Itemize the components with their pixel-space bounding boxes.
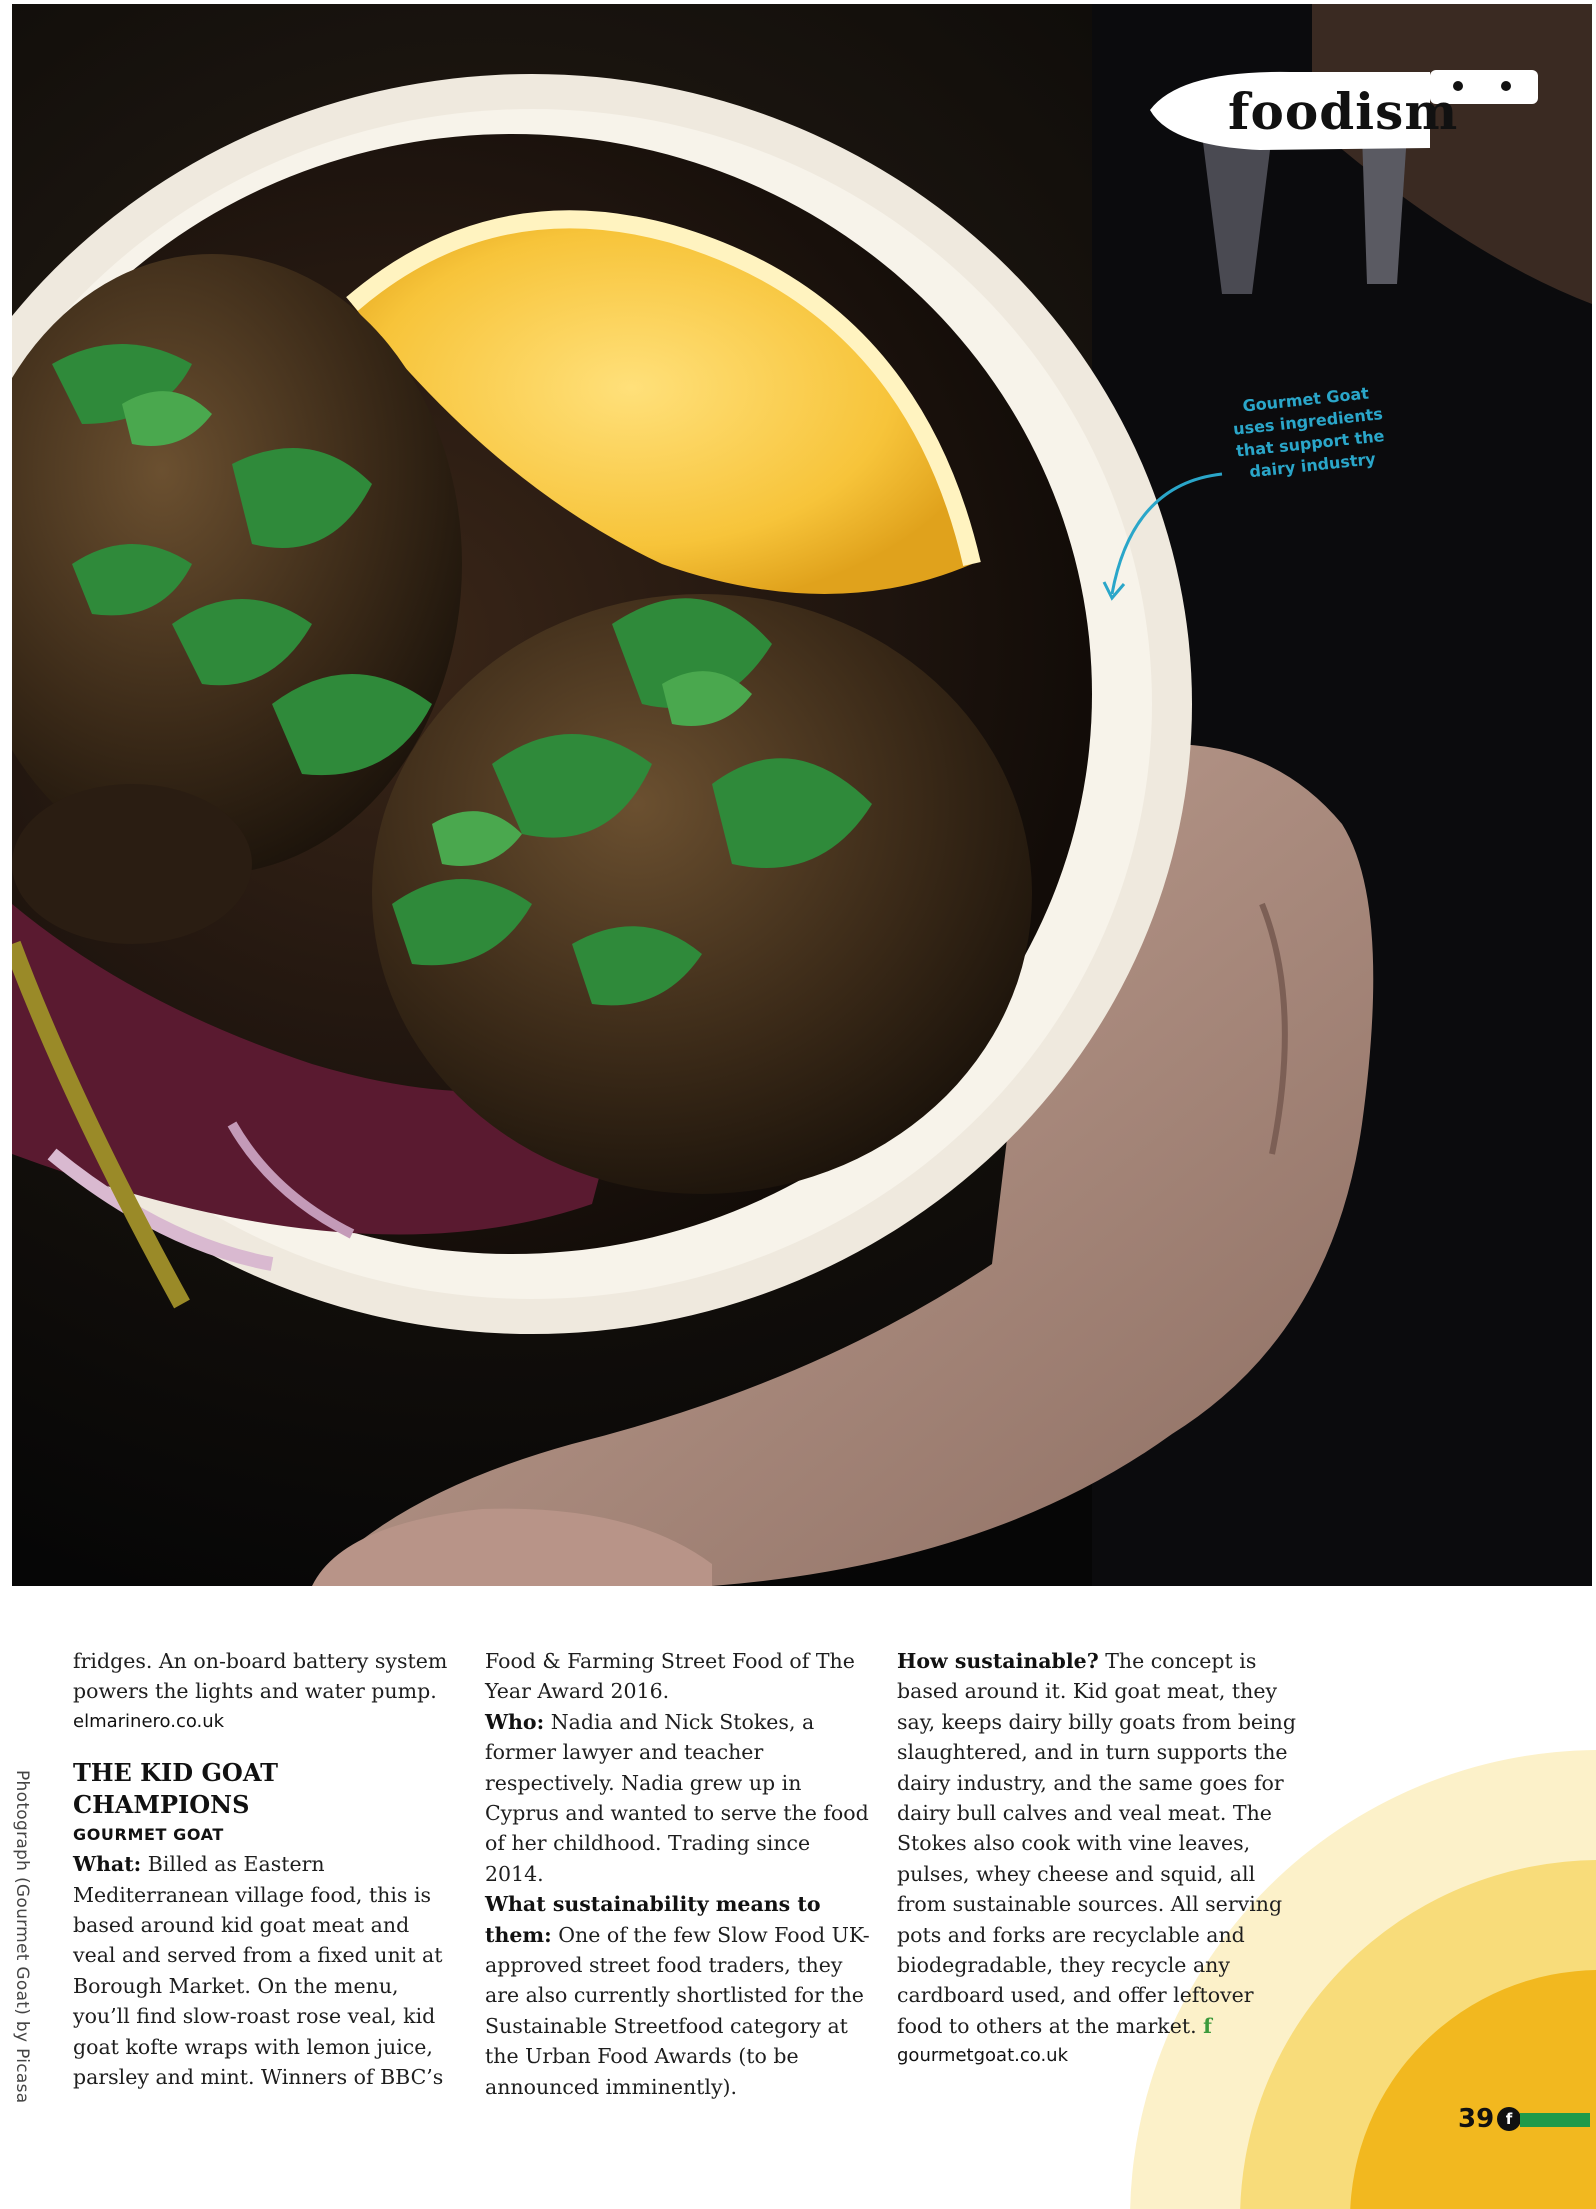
- intro-text: fridges. An on-board battery system powers the lights and water pump.: [73, 1649, 448, 1704]
- photo-caption: Gourmet Goat uses ingredients that support the dairy industry: [1232, 383, 1386, 482]
- section-heading: THE KID GOAT CHAMPIONS: [73, 1758, 279, 1820]
- what-label: What:: [73, 1852, 142, 1877]
- gourmetgoat-link[interactable]: gourmetgoat.co.uk: [897, 2045, 1068, 2067]
- column-1: [73, 1646, 453, 2092]
- hero-photo: [12, 4, 1592, 1586]
- who-label: Who:: [485, 1709, 545, 1734]
- page-number: 39: [1458, 2104, 1495, 2134]
- elmarinero-link[interactable]: elmarinero.co.uk: [73, 1710, 225, 1732]
- section-subheading: GOURMET GOAT: [73, 1825, 224, 1845]
- sustainability-text: One of the few Slow Food UK-approved street food traders, they are also currently shortlisted for the Sustainable Streetfood category at the Urban Food Awards (to be announced imminently).: [485, 1922, 870, 2099]
- foodism-logo-icon: f: [1497, 2107, 1521, 2131]
- photo-credit: Photograph (Gourmet Goat) by Picasa: [12, 1770, 32, 2104]
- column-2: [485, 1646, 870, 2102]
- award-text: Food & Farming Street Food of The Year Award 2016.: [485, 1649, 855, 1704]
- how-label: How sustainable?: [897, 1649, 1099, 1673]
- who-text: Nadia and Nick Stokes, a former lawyer and teacher respectively. Nadia grew up in Cyprus and wanted to serve the food of her childhood. Trading since 2014.: [485, 1709, 869, 1886]
- sustainability-paragraph: [485, 1889, 870, 2102]
- what-paragraph: [73, 1849, 453, 2092]
- column-3: [897, 1646, 1297, 2072]
- food-bowl-illustration: [12, 4, 1592, 1586]
- sustainability-label: What sustainability means to them:: [485, 1892, 821, 1947]
- who-paragraph: [485, 1707, 870, 1889]
- how-paragraph: [897, 1646, 1297, 2041]
- how-text: The concept is based around it. Kid goat meat, they say, keeps dairy billy goats from being slaughtered, and in turn supports the dairy industry, and the same goes for dairy bull calves and veal meat. The Stokes also cook with vine leaves, pulses, whey cheese and squid, all from sustainable sources. All serving pots and forks are recyclable and biodegradable, they recycle any cardboard used, and offer leftover food to others at the market.: [897, 1649, 1296, 2038]
- what-text: Billed as Eastern Mediterranean village food, this is based around kid goat meat and veal and served from a fixed unit at Borough Market. On the menu, you’ll find slow-roast rose veal, kid goat kofte wraps with lemon juice, parsley and mint. Winners of BBC’s: [73, 1852, 444, 2090]
- page-accent-bar: [1520, 2113, 1590, 2127]
- brand-logo: foodism: [1228, 82, 1459, 141]
- end-mark-icon: f: [1203, 2013, 1212, 2038]
